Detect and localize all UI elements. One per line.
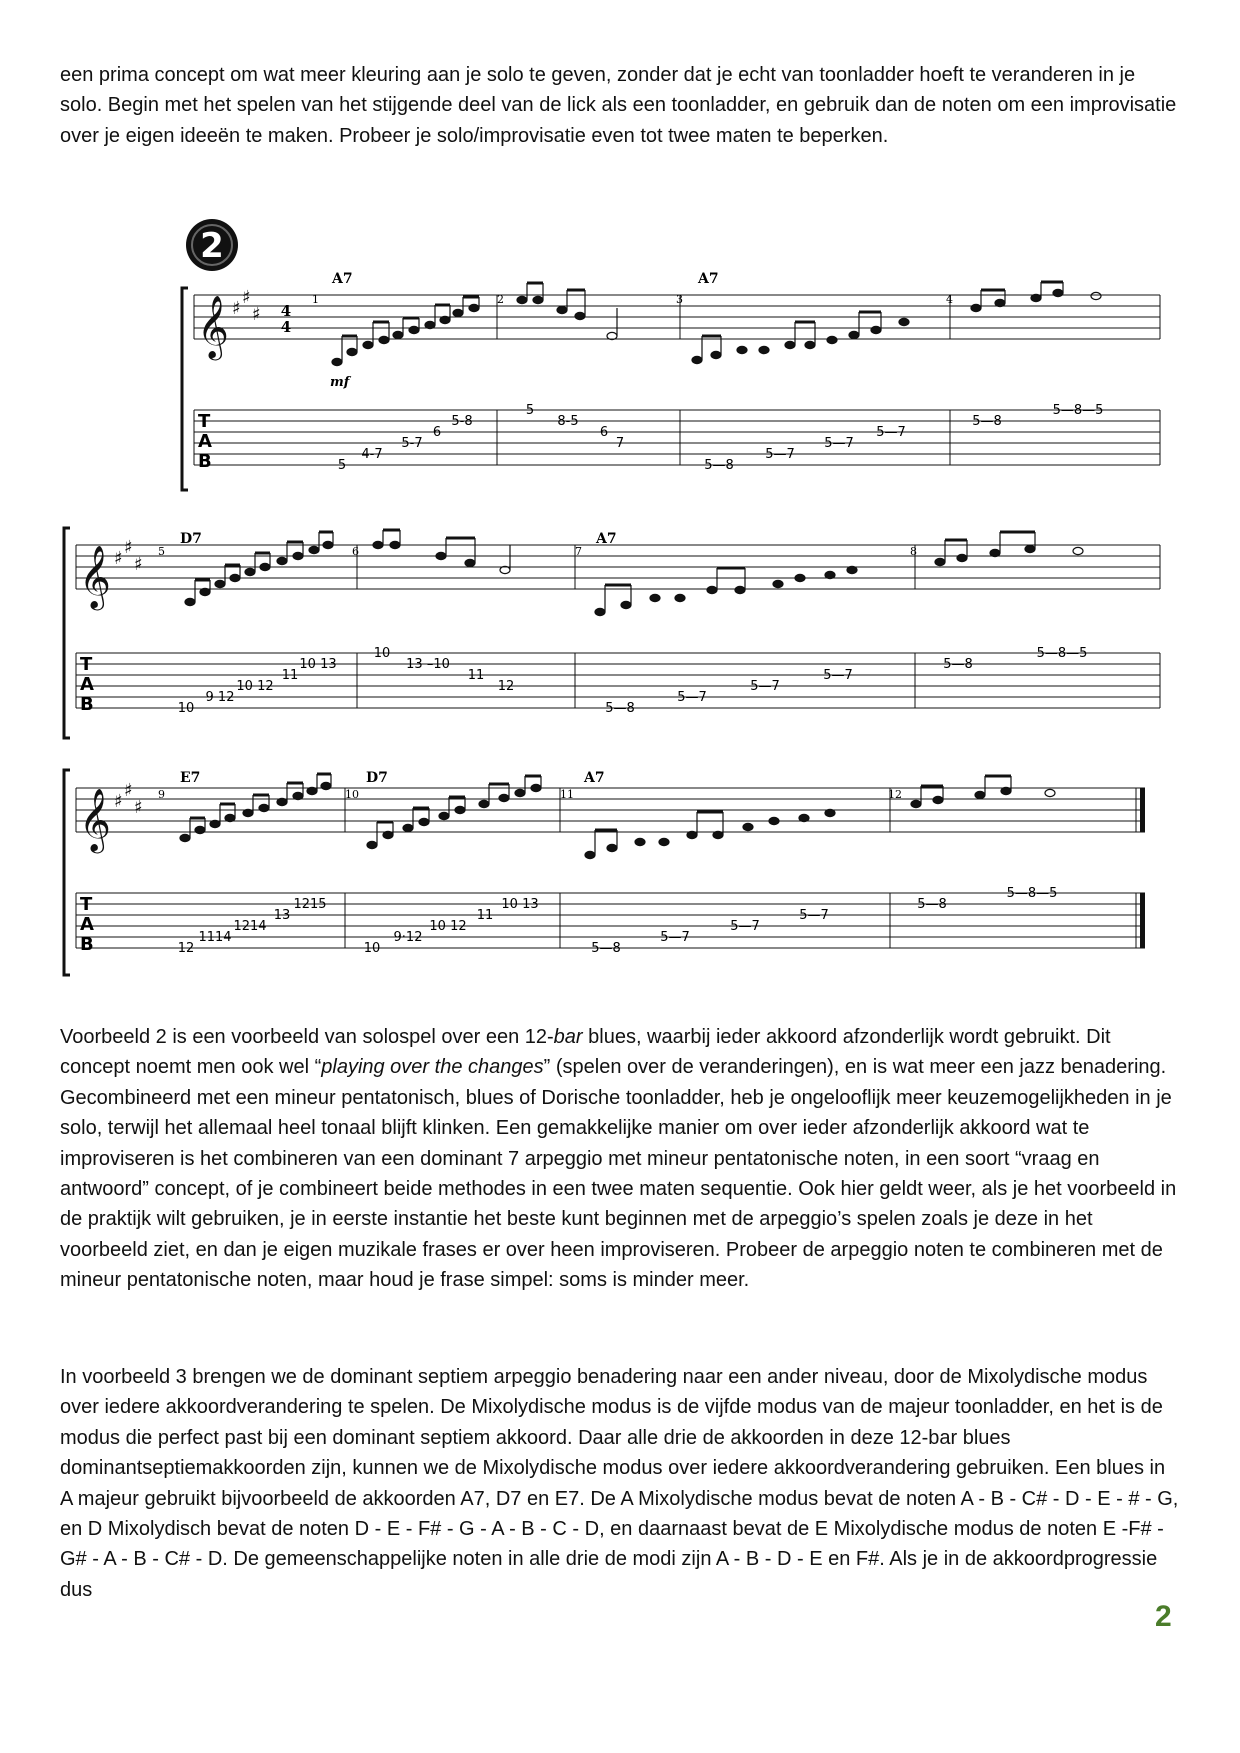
time-signature-top: 4 [280, 302, 292, 320]
tab-number: 10 13 [501, 897, 539, 912]
tab-letter: T [80, 654, 93, 675]
tab-number: 11 [476, 908, 494, 923]
stems-system-1 [342, 282, 1063, 362]
svg-text:♯: ♯ [124, 780, 133, 801]
tab-number: 8-5 [557, 414, 579, 429]
example-3-paragraph: In voorbeeld 3 brengen we de dominant septiem arpeggio benadering naar een ander niveau, door de Mixolydische modus over iedere akkoordverandering te spelen. De Mixolydische modus is de vijfde modus van de majeur toonladder, en het is de modus die perfect past bij een dominant septiem akkoord. Daar alle drie de akkoorden in deze 12-bar blues dominantseptiemakkoorden zijn, kunnen we de Mixolydische modus over iedere akkoordverandering gebruiken. Een blues in A majeur gebruikt bijvoorbeeld de akkoorden A7, D7 en E7. De A Mixolydische modus bevat de noten A - B - C# - D - E - # - G, en D Mixolydisch bevat de noten D - E - F# - G - A - B - C - D, en daarnaast bevat de E Mixolydische modus de noten E -F# - G# - A - B - C# - D. De gemeenschappelijke noten in alle drie de modi zijn A - B - D - E en F#. Als je in de akkoordprogressie dus [60, 1366, 1179, 1601]
tab-letter: A [198, 431, 212, 452]
tab-number: 9 12 [205, 690, 235, 705]
svg-text:♯: ♯ [232, 298, 241, 319]
tab-number: 5—8 [704, 458, 734, 473]
measure-number: 1 [312, 293, 319, 306]
tab-number: 10 [373, 646, 391, 661]
tab-number: 10 12 [429, 919, 467, 934]
svg-text:𝄞: 𝄞 [197, 295, 229, 358]
measure-number: 2 [497, 293, 504, 306]
svg-text:♯: ♯ [134, 554, 143, 575]
tab-number: 6 [599, 425, 609, 440]
measure-number: 7 [575, 545, 582, 558]
tab-letter: A [80, 674, 94, 695]
tab-number: 11 [281, 668, 299, 683]
tab-number: 10 12 [236, 679, 274, 694]
svg-text:𝄞: 𝄞 [79, 788, 111, 851]
system-3 [64, 770, 1145, 975]
tab-letter: T [80, 894, 93, 915]
tab-number: 5—8—5 [1036, 646, 1088, 661]
measure-number: 3 [676, 293, 683, 306]
measure-number: 9 [158, 788, 165, 801]
tab-number: 1215 [293, 897, 327, 912]
tab-number: 5—8 [972, 414, 1002, 429]
svg-text:♯: ♯ [124, 537, 133, 558]
tab-number: 5—7 [660, 930, 690, 945]
tab-number: 10 13 [299, 657, 337, 672]
system-1 [182, 271, 1160, 490]
tab-number: 10 [177, 701, 195, 716]
tab-number: 12 [497, 679, 515, 694]
tab-number: 5—7 [677, 690, 707, 705]
tab-letter: B [198, 451, 212, 472]
measure-number: 4 [946, 293, 953, 306]
tab-number: 7 [615, 436, 625, 451]
tab-number: 5—7 [750, 679, 780, 694]
tab-number: 5—7 [824, 436, 854, 451]
tab-number: 5 [525, 403, 535, 418]
chord-label: A7 [698, 271, 719, 287]
tab-number: 5 [337, 458, 347, 473]
tab-number: 5—8 [943, 657, 973, 672]
tab-numbers-system-3 [178, 886, 1058, 956]
system-2 [64, 528, 1160, 738]
chord-label: A7 [584, 770, 605, 786]
page-number: 2 [1155, 1600, 1172, 1633]
chord-label: D7 [180, 531, 202, 547]
tab-numbers-system-2 [178, 646, 1088, 716]
tab-number: 5-7 [401, 436, 423, 451]
svg-text:♯: ♯ [114, 548, 123, 569]
chord-label: E7 [180, 770, 201, 786]
time-signature-bottom: 4 [280, 318, 292, 336]
dynamic-marking: mf [330, 375, 350, 390]
tab-number: 5—7 [765, 447, 795, 462]
tab-letter: B [80, 694, 94, 715]
svg-text:♯: ♯ [134, 797, 143, 818]
tab-number: 6 [432, 425, 442, 440]
measure-number: 10 [345, 788, 359, 801]
svg-text:♯: ♯ [114, 791, 123, 812]
tab-number: 5—8—5 [1006, 886, 1058, 901]
tab-letter: B [80, 934, 94, 955]
tab-number: 5—7 [730, 919, 760, 934]
tab-number: 13 –10 [406, 657, 450, 672]
tab-number: 5—7 [823, 668, 853, 683]
measure-number: 11 [560, 788, 574, 801]
tab-number: 5—8 [605, 701, 635, 716]
tab-numbers-system-1 [338, 403, 1104, 473]
example-number: 2 [200, 226, 224, 266]
measure-number: 6 [352, 545, 359, 558]
chord-label: A7 [332, 271, 353, 287]
tab-number: 5-8 [451, 414, 473, 429]
measure-number: 5 [158, 545, 165, 558]
example-number-badge [186, 219, 238, 271]
svg-text:𝄞: 𝄞 [79, 545, 111, 608]
tab-number: 10 [363, 941, 381, 956]
tab-number: 5—7 [876, 425, 906, 440]
tab-number: 4-7 [361, 447, 383, 462]
svg-text:♯: ♯ [242, 287, 251, 308]
tab-number: 12 [177, 941, 195, 956]
example-2-paragraph: Voorbeeld 2 is een voorbeeld van solospel over een 12-bar blues, waarbij ieder akkoord afzonderlijk wordt gebruikt. Dit concept noemt men ook wel “playing over the changes” (spelen over de veranderingen), en is wat meer een jazz benadering. Gecombineerd met een mineur pentatonisch, blues of Dorische toonladder, heb je ongelooflijk meer keuzemogelijkheden in je solo, terwijl het allemaal heel tonaal blijft klinken. Een gemakkelijke manier om over ieder afzonderlijk akkoord wat te improviseren is het combineren van een dominant 7 arpeggio met mineur pentatonische noten, in een soort “vraag en antwoord” concept, of je combineert beide methodes in een twee maten sequentie. Ook hier geldt weer, als je het voorbeeld in de praktijk wilt gebruiken, je in eerste instantie het beste kunt beginnen met de arpeggio’s spelen zoals je deze in het voorbeeld ziet, en dan je eigen muzikale frases er over heen improviseren. Probeer de arpeggio noten te combineren met de mineur pentatonische noten, maar houd je frase simpel: soms is minder meer. [60, 1026, 1177, 1292]
measure-number: 12 [888, 788, 902, 801]
tab-number: 11 [467, 668, 485, 683]
stems-system-3 [190, 774, 1011, 855]
tab-letter: T [198, 411, 211, 432]
tab-letter: A [80, 914, 94, 935]
chord-label: D7 [366, 770, 388, 786]
tab-number: 5—8—5 [1052, 403, 1104, 418]
tab-number: 1114 [198, 930, 232, 945]
tab-number: 13 [273, 908, 291, 923]
tab-number: 9·12 [393, 930, 423, 945]
svg-text:♯: ♯ [252, 304, 261, 325]
measure-number: 8 [910, 545, 917, 558]
tab-number: 5—8 [917, 897, 947, 912]
tab-number: 5—7 [799, 908, 829, 923]
tab-number: 5—8 [591, 941, 621, 956]
chord-label: A7 [596, 531, 617, 547]
tab-number: 1214 [233, 919, 267, 934]
intro-paragraph: een prima concept om wat meer kleuring aan je solo te geven, zonder dat je echt van toonladder hoeft te veranderen in je solo. Begin met het spelen van het stijgende deel van de lick als een toonladder, en gebruik dan de noten om een improvisatie over je eigen ideeën te maken. Probeer je solo/improvisatie even tot twee maten te beperken. [60, 64, 1177, 147]
